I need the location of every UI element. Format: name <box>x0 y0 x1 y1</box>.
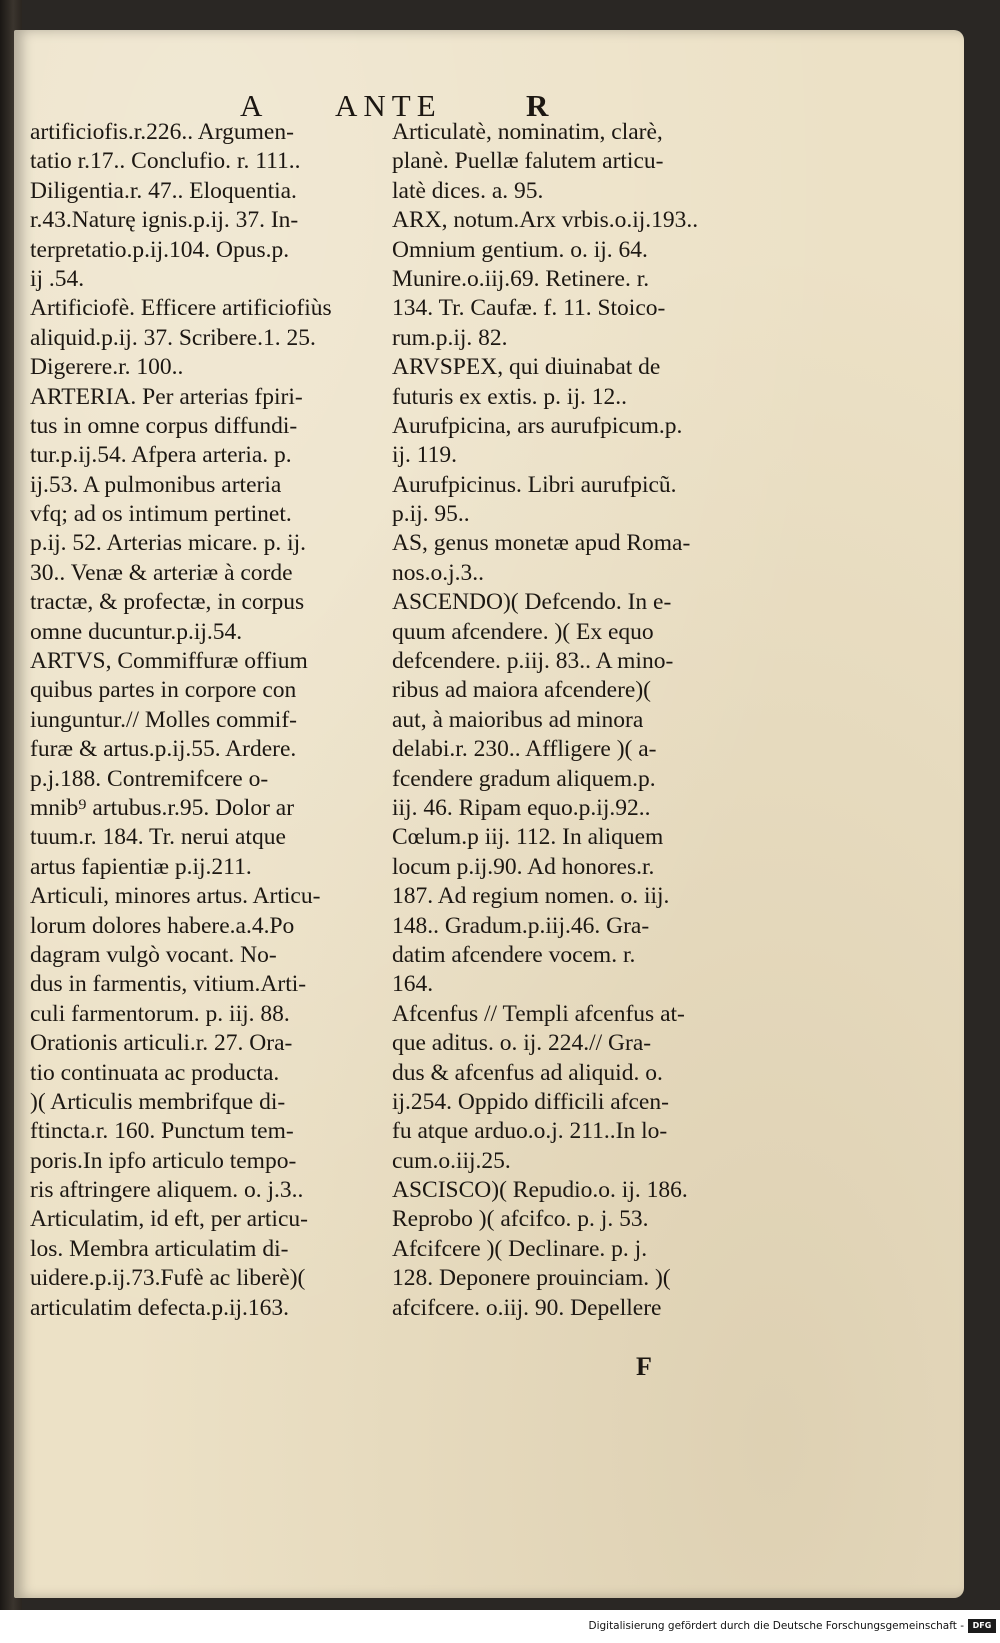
text-line: nos.o.j.3.. <box>392 559 485 586</box>
header-letter-left: A <box>240 88 269 123</box>
text-line: Articuli, minores artus. Articu- <box>30 883 321 910</box>
header-letter-right: R <box>526 88 555 123</box>
footer-credit: Digitalisierung gefördert durch die Deutsche Forschungsgemeinschaft - <box>588 1620 964 1632</box>
text-line: poris.In ipfo articulo tempo- <box>30 1147 297 1174</box>
text-line: artus fapientiæ p.ij.211. <box>30 853 252 880</box>
text-line: ij .54. <box>30 265 85 292</box>
text-line: fu atque arduo.o.j. 211..In lo- <box>392 1118 668 1145</box>
text-line: 30.. Venæ & arteriæ à corde <box>30 559 293 586</box>
text-line: tus in omne corpus diffundi- <box>30 412 298 439</box>
text-line: 128. Deponere prouinciam. )( <box>392 1265 671 1292</box>
text-line: ij.53. A pulmonibus arteria <box>30 471 282 498</box>
text-line: cum.o.iij.25. <box>392 1147 511 1174</box>
text-line: datim afcendere vocem. r. <box>392 941 636 968</box>
text-line: Omnium gentium. o. ij. 64. <box>392 236 648 263</box>
text-line: 148.. Gradum.p.iij.46. Gra- <box>392 912 650 939</box>
text-line: 134. Tr. Caufæ. f. 11. Stoico- <box>392 295 666 322</box>
text-line: Afcifcere )( Declinare. p. j. <box>392 1235 648 1262</box>
text-line: 164. <box>392 971 434 998</box>
text-line: lorum dolores habere.a.4.Po <box>30 912 295 939</box>
text-line: 187. Ad regium nomen. o. iij. <box>392 883 670 910</box>
text-line: ARTERIA. Per arterias fpiri- <box>30 383 303 410</box>
text-line: que aditus. o. ij. 224.// Gra- <box>392 1030 652 1057</box>
text-line: ASCISCO)( Repudio.o. ij. 186. <box>392 1177 688 1204</box>
text-line: quum afcendere. )( Ex equo <box>392 618 654 645</box>
text-line: tio continuata ac producta. <box>30 1059 280 1086</box>
text-line: Cœlum.p iij. 112. In aliquem <box>392 824 664 851</box>
text-line: p.ij. 95.. <box>392 501 470 528</box>
text-line: Reprobo )( afcifco. p. j. 53. <box>392 1206 649 1233</box>
text-line: articulatim defecta.p.ij.163. <box>30 1294 290 1321</box>
text-line: AS, genus monetæ apud Roma- <box>392 530 691 557</box>
text-line: p.j.188. Contremifcere o- <box>30 765 269 792</box>
right-column <box>392 118 762 1323</box>
text-line: ARTVS, Commiffuræ offium <box>30 648 308 675</box>
text-line: vfq; ad os intimum pertinet. <box>30 501 292 528</box>
text-line: afcifcere. o.iij. 90. Depellere <box>392 1294 662 1321</box>
text-line: ij. 119. <box>392 442 458 469</box>
text-line: aliquid.p.ij. 37. Scribere.1. 25. <box>30 324 316 351</box>
text-line: locum p.ij.90. Ad honores.r. <box>392 853 655 880</box>
text-line: omne ducuntur.p.ij.54. <box>30 618 243 645</box>
text-line: delabi.r. 230.. Affligere )( a- <box>392 736 657 763</box>
text-line: fcendere gradum aliquem.p. <box>392 765 656 792</box>
text-line: Orationis articuli.r. 27. Ora- <box>30 1030 293 1057</box>
text-line: Aurufpicina, ars aurufpicum.p. <box>392 412 683 439</box>
text-line: Diligentia.r. 47.. Eloquentia. <box>30 177 297 204</box>
text-line: culi farmentorum. p. iij. 88. <box>30 1000 290 1027</box>
text-line: Artificiofè. Efficere artificiofiùs <box>30 295 332 322</box>
text-line: ftincta.r. 160. Punctum tem- <box>30 1118 294 1145</box>
text-line: ARVSPEX, qui diuinabat de <box>392 354 661 381</box>
text-line: tuum.r. 184. Tr. nerui atque <box>30 824 286 851</box>
text-line: Articulatim, id eft, per articu- <box>30 1206 308 1233</box>
text-line: tur.p.ij.54. Afpera arteria. p. <box>30 442 292 469</box>
text-line: tractæ, & profectæ, in corpus <box>30 589 305 616</box>
catchword: F <box>636 1352 652 1381</box>
text-line: dagram vulgò vocant. No- <box>30 941 277 968</box>
text-line: p.ij. 52. Arterias micare. p. ij. <box>30 530 307 557</box>
text-line: rum.p.ij. 82. <box>392 324 508 351</box>
text-line: ribus ad maiora afcendere)( <box>392 677 652 704</box>
text-line: tatio r.17.. Conclufio. r. 111.. <box>30 148 301 175</box>
text-line: furæ & artus.p.ij.55. Ardere. <box>30 736 297 763</box>
text-line: defcendere. p.iij. 83.. A mino- <box>392 648 674 675</box>
text-line: planè. Puellæ falutem articu- <box>392 148 664 175</box>
text-line: futuris ex extis. p. ij. 12.. <box>392 383 627 410</box>
text-line: ASCENDO)( Defcendo. In e- <box>392 589 672 616</box>
text-line: uidere.p.ij.73.Fufè ac liberè)( <box>30 1265 306 1292</box>
text-line: ARX, notum.Arx vrbis.o.ij.193.. <box>392 207 699 234</box>
footer-bar <box>0 1610 1000 1643</box>
text-line: dus & afcenfus ad aliquid. o. <box>392 1059 663 1086</box>
text-line: artificiofis.r.226.. Argumen- <box>30 119 294 145</box>
text-line: latè dices. a. 95. <box>392 177 544 204</box>
text-line: ij.254. Oppido difficili afcen- <box>392 1088 669 1115</box>
text-line: r.43.Naturę ignis.p.ij. 37. In- <box>30 207 299 234</box>
text-line: los. Membra articulatim di- <box>30 1235 289 1262</box>
text-line: iunguntur.// Molles commif- <box>30 706 297 733</box>
text-line: iij. 46. Ripam equo.p.ij.92.. <box>392 794 651 821</box>
text-line: mnib⁹ artubus.r.95. Dolor ar <box>30 794 295 821</box>
text-line: ris aftringere aliquem. o. j.3.. <box>30 1177 304 1204</box>
text-line: Articulatè, nominatim, clarè, <box>392 119 663 145</box>
text-line: quibus partes in corpore con <box>30 677 297 704</box>
left-column <box>30 118 385 1323</box>
text-line: )( Articulis membrifque di- <box>30 1088 286 1115</box>
text-line: dus in farmentis, vitium.Arti- <box>30 971 307 998</box>
text-line: terpretatio.p.ij.104. Opus.p. <box>30 236 290 263</box>
text-line: aut, à maioribus ad minora <box>392 706 644 733</box>
text-line: Munire.o.iij.69. Retinere. r. <box>392 265 650 292</box>
dfg-logo: DFG <box>968 1619 996 1633</box>
header-word: ANTE <box>335 88 442 123</box>
text-line: Aurufpicinus. Libri aurufpicũ. <box>392 471 677 498</box>
text-line: Digerere.r. 100.. <box>30 354 184 381</box>
text-line: Afcenfus // Templi afcenfus at- <box>392 1000 685 1027</box>
